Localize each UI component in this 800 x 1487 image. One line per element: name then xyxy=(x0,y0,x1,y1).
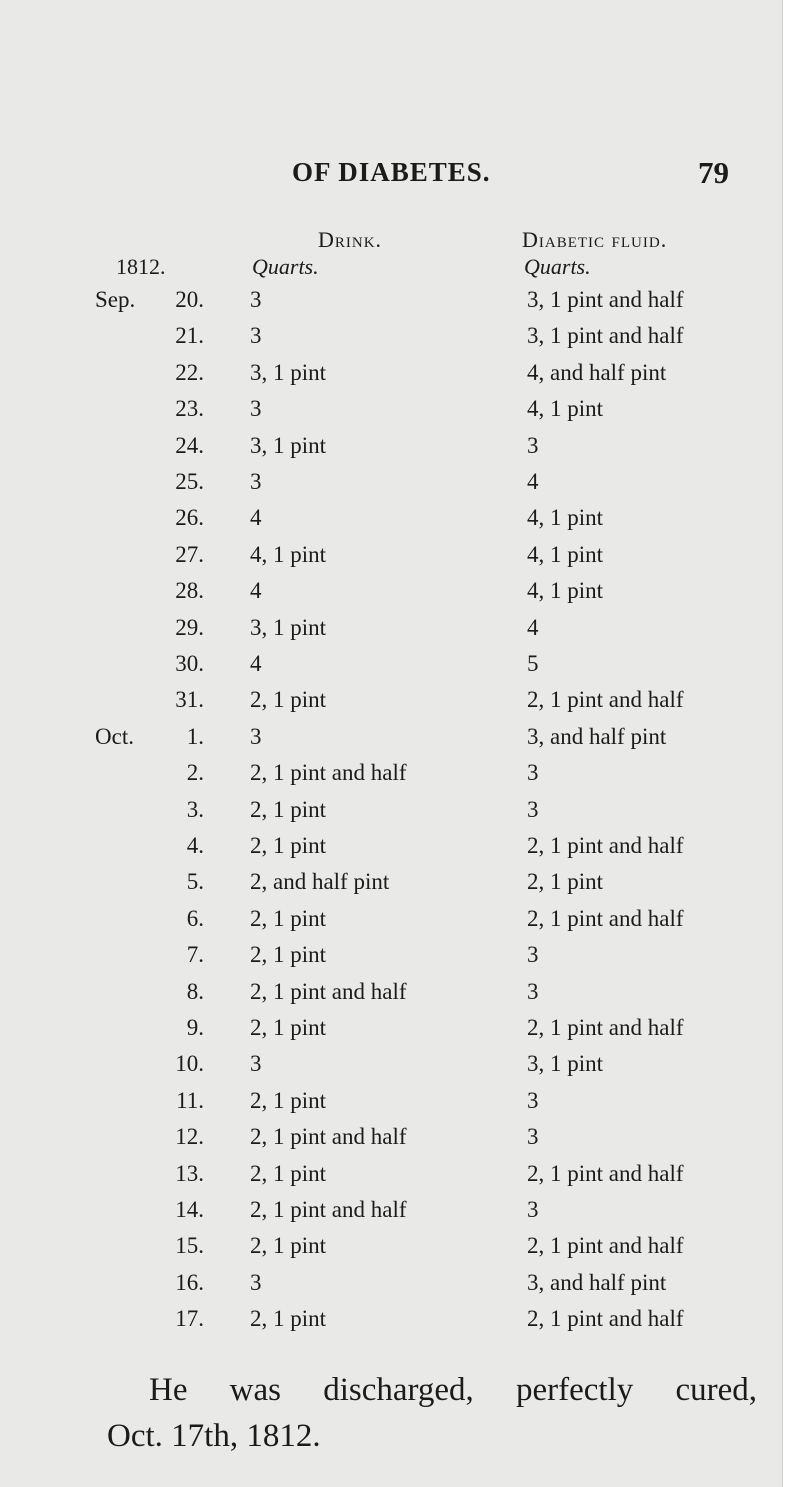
day-cell: 9. xyxy=(186,1015,204,1040)
year-label: 1812. xyxy=(116,254,166,279)
table-row xyxy=(0,869,782,905)
closing-line-1: He was discharged, perfectly cured, xyxy=(149,1372,757,1408)
table-row xyxy=(0,1124,782,1160)
drink-cell: 3, 1 pint xyxy=(250,432,327,458)
drink-cell: 3, 1 pint xyxy=(250,614,327,640)
page-number: 79 xyxy=(698,155,729,190)
fluid-cell: 3, and half pint xyxy=(527,723,667,749)
day-cell: 13. xyxy=(175,1160,204,1186)
table-row xyxy=(0,505,782,541)
table-row xyxy=(0,360,782,396)
day-cell: 16. xyxy=(175,1269,204,1295)
drink-cell: 2, 1 pint and half xyxy=(250,1124,407,1150)
drink-cell: 3 xyxy=(250,469,262,494)
fluid-cell: 3, 1 pint xyxy=(527,1051,604,1077)
table-row xyxy=(0,833,782,869)
drink-cell: 3 xyxy=(250,1051,262,1077)
day-cell: 29. xyxy=(175,614,204,640)
day-cell: 22. xyxy=(175,359,204,385)
drink-cell: 3 xyxy=(250,323,262,349)
fluid-cell: 3 xyxy=(527,1197,539,1222)
drink-cell: 4, 1 pint xyxy=(250,541,327,567)
day-cell: 8. xyxy=(186,978,204,1004)
fluid-cell: 4, 1 pint xyxy=(527,541,604,567)
day-cell: 28. xyxy=(175,578,204,604)
day-cell: 24. xyxy=(175,432,204,458)
drink-cell: 2, 1 pint xyxy=(250,1087,327,1113)
closing-note xyxy=(107,1367,757,1459)
fluid-cell: 3, 1 pint and half xyxy=(527,323,684,349)
day-cell: 31. xyxy=(175,687,204,713)
table-row xyxy=(0,942,782,978)
fluid-cell: 4, and half pint xyxy=(527,359,667,385)
table-row xyxy=(0,542,782,578)
table-row xyxy=(0,1051,782,1087)
fluid-cell: 2, 1 pint and half xyxy=(527,1015,684,1040)
drink-cell: 2, 1 pint xyxy=(250,1015,327,1040)
fluid-cell: 3 xyxy=(527,796,539,822)
table-row xyxy=(0,724,782,760)
day-cell: 7. xyxy=(186,942,204,968)
fluid-cell: 2, 1 pint and half xyxy=(527,1306,684,1332)
table-row xyxy=(0,1088,782,1124)
running-header xyxy=(0,157,782,197)
fluid-cell: 3 xyxy=(527,432,539,458)
fluid-cell: 4 xyxy=(527,614,539,640)
fluid-cell: 2, 1 pint and half xyxy=(527,1160,684,1186)
drink-cell: 2, and half pint xyxy=(250,869,390,895)
fluid-cell: 2, 1 pint and half xyxy=(527,833,684,858)
day-cell: 3. xyxy=(186,796,204,822)
fluid-cell: 2, 1 pint and half xyxy=(527,1233,684,1259)
table-row xyxy=(0,323,782,359)
day-cell: 5. xyxy=(186,869,204,895)
table-row xyxy=(0,578,782,614)
drink-heading: Drink. xyxy=(318,227,383,252)
table-row xyxy=(0,1015,782,1051)
day-cell: 23. xyxy=(175,396,204,422)
day-cell: 10. xyxy=(175,1051,204,1077)
fluid-cell: 2, 1 pint and half xyxy=(527,905,684,931)
fluid-cell: 4, 1 pint xyxy=(527,505,604,531)
fluid-heading: Diabetic fluid. xyxy=(522,227,668,252)
table-row xyxy=(0,615,782,651)
drink-cell: 3 xyxy=(250,287,262,312)
table-row xyxy=(0,1197,782,1233)
drink-cell: 2, 1 pint xyxy=(250,905,327,931)
drink-cell: 2, 1 pint and half xyxy=(250,1197,407,1222)
fluid-unit: Quarts. xyxy=(524,254,591,279)
drink-cell: 2, 1 pint xyxy=(250,796,327,822)
table-row xyxy=(0,1161,782,1197)
day-cell: 25. xyxy=(175,469,204,494)
drink-cell: 3 xyxy=(250,723,262,749)
day-cell: 20. xyxy=(175,287,204,312)
day-cell: 21. xyxy=(175,323,204,349)
day-cell: 17. xyxy=(175,1306,204,1332)
fluid-cell: 5 xyxy=(527,651,539,676)
table-row xyxy=(0,469,782,505)
fluid-cell: 3 xyxy=(527,978,539,1004)
month-cell: Sep. xyxy=(95,287,136,312)
day-cell: 11. xyxy=(176,1087,204,1113)
table-row xyxy=(0,396,782,432)
drink-cell: 2, 1 pint and half xyxy=(250,978,407,1004)
drink-cell: 2, 1 pint xyxy=(250,1233,327,1259)
fluid-cell: 3 xyxy=(527,942,539,968)
drink-cell: 2, 1 pint xyxy=(250,1160,327,1186)
table-row xyxy=(0,651,782,687)
table-row xyxy=(0,687,782,723)
month-cell: Oct. xyxy=(95,723,134,749)
day-cell: 27. xyxy=(175,541,204,567)
day-cell: 12. xyxy=(175,1124,204,1150)
table-row xyxy=(0,979,782,1015)
drink-unit: Quarts. xyxy=(252,254,319,279)
fluid-cell: 3 xyxy=(527,1124,539,1150)
drink-cell: 3 xyxy=(250,396,262,422)
drink-cell: 3 xyxy=(250,1269,262,1295)
fluid-cell: 3 xyxy=(527,1087,539,1113)
fluid-cell: 3 xyxy=(527,760,539,786)
day-cell: 26. xyxy=(175,505,204,531)
table-row xyxy=(0,760,782,796)
drink-cell: 4 xyxy=(250,578,262,604)
drink-cell: 3, 1 pint xyxy=(250,359,327,385)
fluid-cell: 4, 1 pint xyxy=(527,396,604,422)
day-cell: 6. xyxy=(186,905,204,931)
day-cell: 30. xyxy=(175,651,204,676)
fluid-cell: 3, 1 pint and half xyxy=(527,287,684,312)
table-row xyxy=(0,287,782,323)
fluid-cell: 2, 1 pint xyxy=(527,869,604,895)
fluid-cell: 2, 1 pint and half xyxy=(527,687,684,713)
fluid-cell: 3, and half pint xyxy=(527,1269,667,1295)
drink-cell: 2, 1 pint and half xyxy=(250,760,407,786)
drink-cell: 2, 1 pint xyxy=(250,942,327,968)
table-row xyxy=(0,1306,782,1342)
day-cell: 14. xyxy=(175,1197,204,1222)
day-cell: 2. xyxy=(186,760,204,786)
day-cell: 15. xyxy=(175,1233,204,1259)
drink-cell: 4 xyxy=(250,651,262,676)
table-row xyxy=(0,433,782,469)
drink-cell: 2, 1 pint xyxy=(250,833,327,858)
closing-line-2: Oct. 17th, 1812. xyxy=(107,1418,321,1454)
fluid-cell: 4, 1 pint xyxy=(527,578,604,604)
day-cell: 1. xyxy=(186,723,204,749)
day-cell: 4. xyxy=(186,833,204,858)
table-row xyxy=(0,797,782,833)
drink-cell: 4 xyxy=(250,505,262,531)
table-row xyxy=(0,1270,782,1306)
fluid-cell: 4 xyxy=(527,469,539,494)
drink-cell: 2, 1 pint xyxy=(250,687,327,713)
drink-cell: 2, 1 pint xyxy=(250,1306,327,1332)
table-row xyxy=(0,1233,782,1269)
page-title: OF DIABETES. xyxy=(292,157,491,187)
table-row xyxy=(0,906,782,942)
